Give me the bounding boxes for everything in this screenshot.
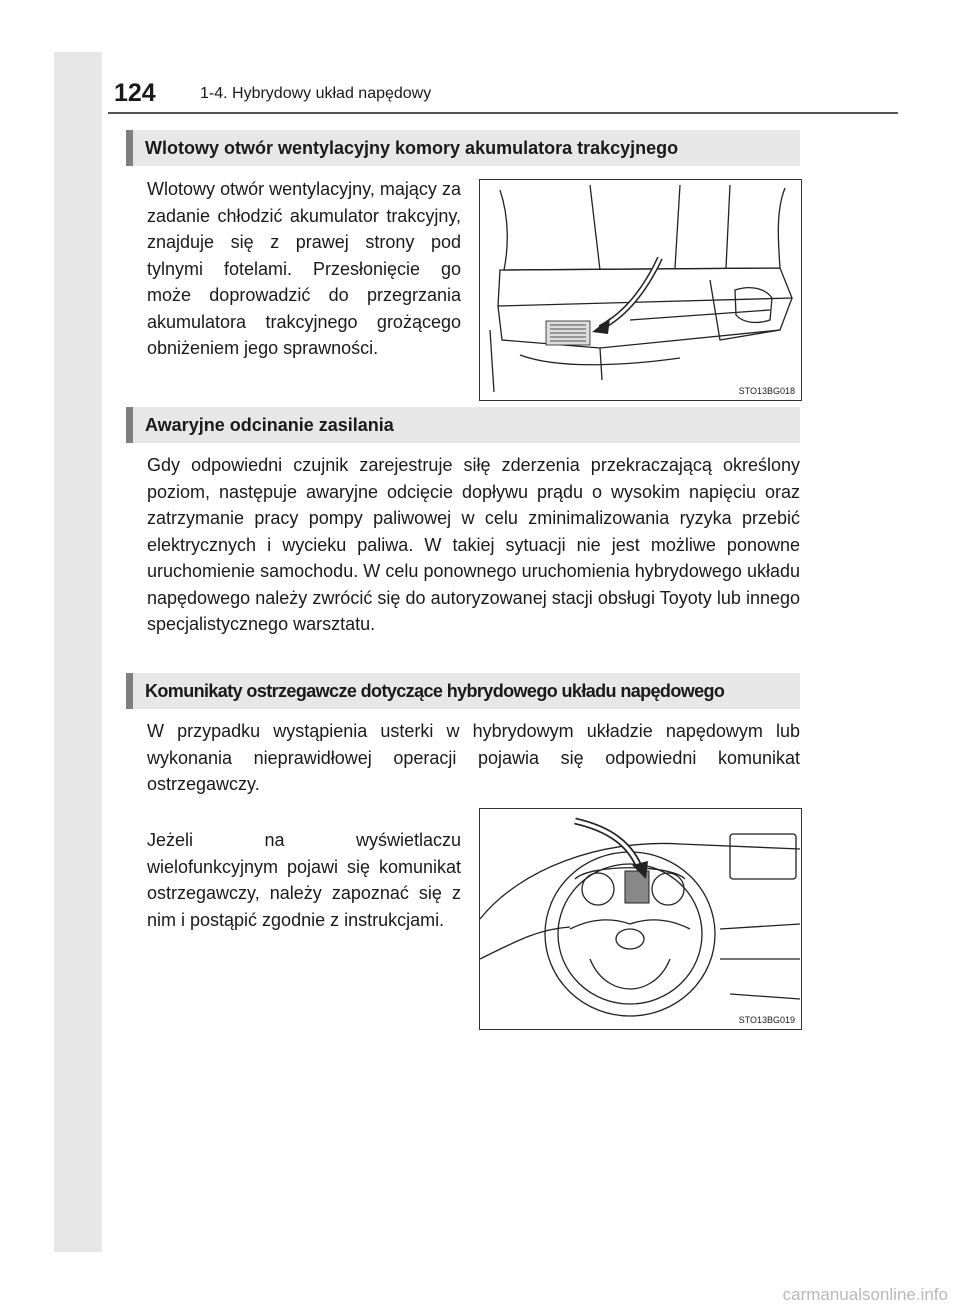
section-title: Komunikaty ostrzegawcze dotyczące hybrydowego układu napędowego xyxy=(145,681,725,701)
steering-wheel-illustration xyxy=(480,809,802,1030)
section-title: Wlotowy otwór wentylacyjny komory akumulatora trakcyjnego xyxy=(145,138,679,158)
paragraph-battery-vent: Wlotowy otwór wentylacyjny, mający za zadanie chłodzić akumulator trakcyjny, znajduje się z prawej strony pod tylnymi fotelami. Przesłonięcie go może doprowadzić do przegrzania akumulatora trakcyjnego grożącego obniżeniem jego sprawności. xyxy=(147,179,461,358)
chapter-title: 1-4. Hybrydowy układ napędowy xyxy=(200,85,432,102)
section-heading-emergency-shutoff xyxy=(126,407,800,443)
page-number: 124 xyxy=(114,79,156,107)
rear-seat-illustration xyxy=(480,180,802,401)
figure-rear-seat-vent xyxy=(479,179,802,401)
paragraph-warning-instructions: Jeżeli na wyświetlaczu wielofunkcyjnym pojawi się komunikat ostrzegawczy, należy zapoznać się z nim i postąpić zgodnie z instrukcjami. xyxy=(147,830,461,930)
paragraph-warning-intro: W przypadku wystąpienia usterki w hybrydowym układzie napędowym lub wykonania nieprawidłowej operacji pojawia się odpowiedni komunikat ostrzegawczy. xyxy=(147,721,800,794)
figure-multi-information-display xyxy=(479,808,802,1030)
header-divider xyxy=(108,112,898,114)
figure-code: STO13BG019 xyxy=(738,1015,795,1025)
watermark-text: carmanualsonline.info xyxy=(782,1285,948,1304)
section-heading-warning-messages xyxy=(126,673,800,709)
vent-grille xyxy=(546,321,590,345)
paragraph-emergency-shutoff: Gdy odpowiedni czujnik zarejestruje siłę zderzenia przekraczającą określony poziom, następuje awaryjne odcięcie dopływu prądu o wysokim napięciu oraz zatrzymanie pracy pompy paliwowej w celu zminimalizowania ryzyka przebić elektrycznych i wycieku paliwa. W takiej sytuacji nie jest możliwe ponowne uruchomienie samochodu. W celu ponownego uruchomienia hybrydowego układu napędowego należy zwrócić się do autoryzowanej stacji obsługi Toyoty lub innego specjalistycznego warsztatu. xyxy=(147,455,800,634)
chapter-tab-strip xyxy=(54,52,102,1252)
figure-code: STO13BG018 xyxy=(738,386,795,396)
section-heading-battery-vent xyxy=(126,130,800,166)
section-title: Awaryjne odcinanie zasilania xyxy=(145,415,394,435)
